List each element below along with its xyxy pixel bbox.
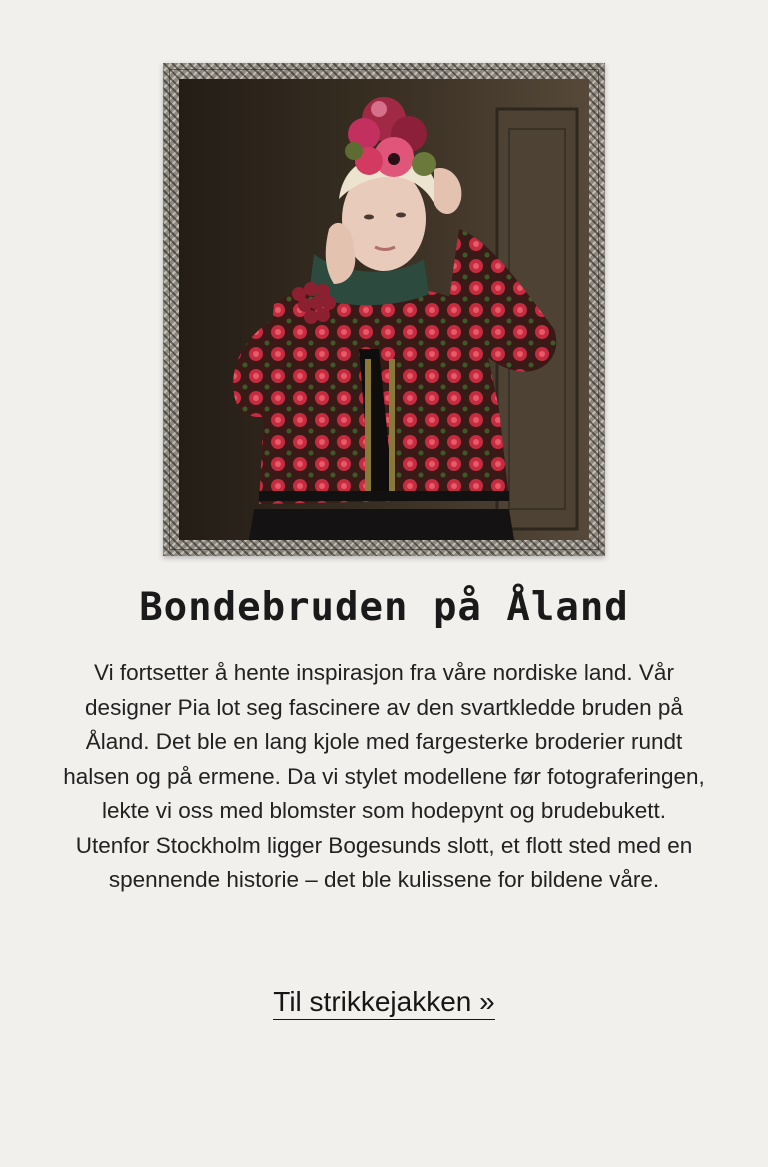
photo-illustration: [179, 79, 589, 540]
article-title: Bondebruden på Åland: [139, 585, 629, 630]
cardigan-link[interactable]: Til strikkejakken »: [273, 986, 494, 1020]
hero-photo[interactable]: [179, 79, 589, 540]
photo-frame: [163, 63, 605, 556]
article-body: Vi fortsetter å hente inspirasjon fra våre nordiske land. Vår designer Pia lot seg fascinere av den svartkledde bruden på Åland. Det ble en lang kjole med fargesterke broderier rundt halsen og på ermene. Da vi stylet modellene før fotograferingen, lekte vi oss med blomster som hodepynt og brudebukett. Utenfor Stockholm ligger Bogesunds slott, et flott sted med en spennende historie – det ble kulissene for bildene våre.: [63, 660, 705, 892]
cta-wrapper: [0, 986, 768, 1018]
